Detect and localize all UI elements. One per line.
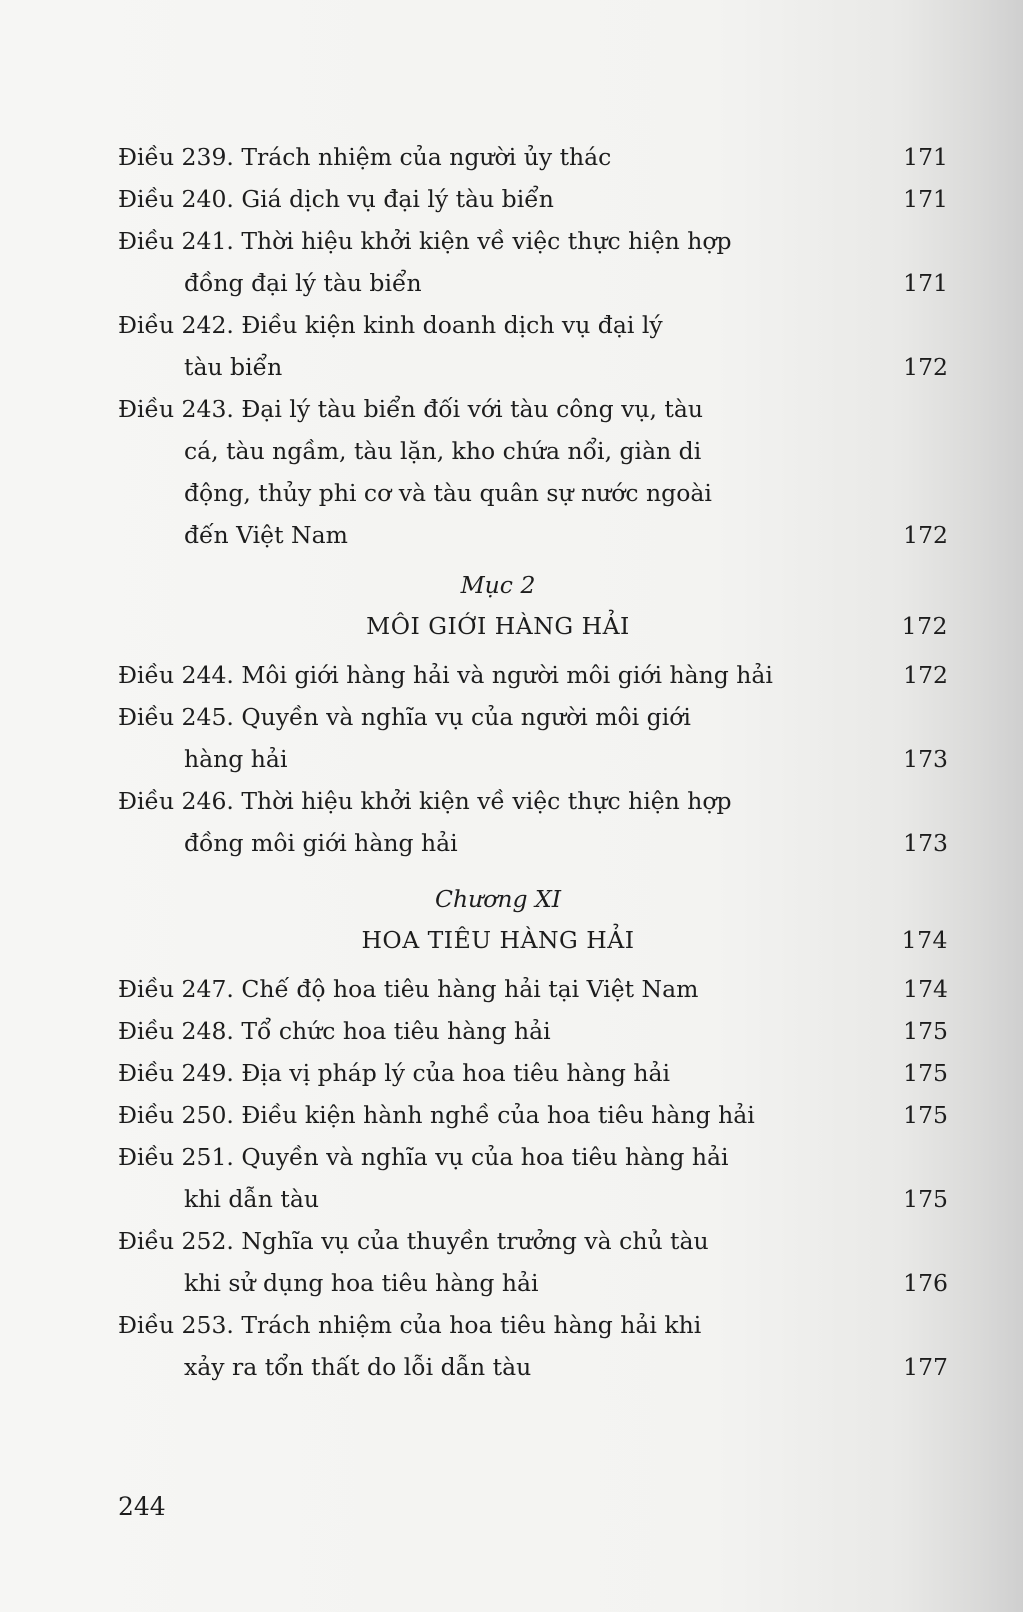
- toc-entry: [118, 1052, 948, 1094]
- toc-entry-line: Điều 248. Tổ chức hoa tiêu hàng hải: [118, 1017, 551, 1045]
- table-of-contents: [118, 136, 948, 1388]
- toc-entry-page-number: 173: [903, 745, 948, 773]
- toc-entry-line: đồng đại lý tàu biển: [184, 269, 422, 297]
- toc-entry: [118, 178, 948, 220]
- toc-entry-title: [118, 1052, 878, 1094]
- toc-entry: [118, 304, 948, 388]
- toc-entry-title: [118, 968, 878, 1010]
- toc-entry-line: đồng môi giới hàng hải: [184, 829, 458, 857]
- toc-entry-line: cá, tàu ngầm, tàu lặn, kho chứa nổi, giàn di: [184, 437, 702, 465]
- toc-entry: [118, 696, 948, 780]
- toc-entry-title: [118, 1094, 878, 1136]
- toc-entry-line: Điều 244. Môi giới hàng hải và người môi giới hàng hải: [118, 661, 773, 689]
- chapter-title-row: [118, 918, 948, 962]
- toc-entry-title: [118, 1136, 878, 1220]
- toc-entry-line: động, thủy phi cơ và tàu quân sự nước ngoài: [184, 479, 712, 507]
- toc-entry: [118, 1010, 948, 1052]
- toc-group-muc-1-end: [118, 136, 948, 556]
- toc-entry-page-number: 175: [903, 1101, 948, 1129]
- toc-entry-page-number: 175: [903, 1185, 948, 1213]
- toc-entry-line: Điều 246. Thời hiệu khởi kiện về việc thực hiện hợp: [118, 787, 732, 815]
- section-title: MÔI GIỚI HÀNG HẢI: [366, 612, 630, 640]
- chapter-title: HOA TIÊU HÀNG HẢI: [361, 926, 635, 954]
- toc-group-muc-2: [118, 654, 948, 864]
- toc-entry-line: Điều 247. Chế độ hoa tiêu hàng hải tại Việt Nam: [118, 975, 699, 1003]
- toc-entry: [118, 1094, 948, 1136]
- toc-entry: [118, 654, 948, 696]
- toc-entry-line: Điều 249. Địa vị pháp lý của hoa tiêu hàng hải: [118, 1059, 670, 1087]
- toc-entry-line: xảy ra tổn thất do lỗi dẫn tàu: [184, 1353, 532, 1381]
- toc-entry-title: [118, 696, 878, 780]
- toc-entry-title: [118, 1010, 878, 1052]
- toc-entry-page-number: 171: [903, 143, 948, 171]
- toc-entry-line: Điều 245. Quyền và nghĩa vụ của người môi giới: [118, 703, 691, 731]
- toc-entry-page-number: 171: [903, 269, 948, 297]
- toc-entry-line: Điều 251. Quyền và nghĩa vụ của hoa tiêu hàng hải: [118, 1143, 729, 1171]
- toc-entry-title: [118, 780, 878, 864]
- section-title-row: [118, 604, 948, 648]
- toc-entry: [118, 388, 948, 556]
- toc-entry-page-number: 176: [903, 1269, 948, 1297]
- toc-entry-title: [118, 1220, 878, 1304]
- chapter-page-number: 174: [901, 926, 948, 954]
- toc-entry-line: đến Việt Nam: [184, 521, 348, 549]
- toc-entry-page-number: 174: [903, 975, 948, 1003]
- toc-entry-line: Điều 241. Thời hiệu khởi kiện về việc thực hiện hợp: [118, 227, 732, 255]
- section-label: Mục 2: [460, 571, 536, 599]
- toc-entry: [118, 1220, 948, 1304]
- toc-entry-line: Điều 242. Điều kiện kinh doanh dịch vụ đại lý: [118, 311, 663, 339]
- page-folio: 244: [118, 1492, 166, 1521]
- toc-entry-line: Điều 240. Giá dịch vụ đại lý tàu biển: [118, 185, 554, 213]
- toc-entry-page-number: 175: [903, 1059, 948, 1087]
- toc-entry-line: Điều 252. Nghĩa vụ của thuyền trưởng và chủ tàu: [118, 1227, 709, 1255]
- toc-entry-title: [118, 178, 878, 220]
- toc-entry-page-number: 172: [903, 661, 948, 689]
- toc-entry: [118, 1304, 948, 1388]
- toc-group-chapter-xi: [118, 968, 948, 1388]
- toc-entry: [118, 220, 948, 304]
- toc-entry-line: hàng hải: [184, 745, 288, 773]
- toc-entry-line: tàu biển: [184, 353, 283, 381]
- toc-entry-page-number: 171: [903, 185, 948, 213]
- toc-entry-page-number: 173: [903, 829, 948, 857]
- toc-entry-page-number: 172: [903, 353, 948, 381]
- toc-entry-title: [118, 654, 878, 696]
- toc-entry-line: Điều 239. Trách nhiệm của người ủy thác: [118, 143, 612, 171]
- toc-entry: [118, 1136, 948, 1220]
- toc-entry-title: [118, 220, 878, 304]
- section-page-number: 172: [901, 612, 948, 640]
- toc-entry-page-number: 177: [903, 1353, 948, 1381]
- toc-entry-line: Điều 253. Trách nhiệm của hoa tiêu hàng hải khi: [118, 1311, 702, 1339]
- chapter-label: Chương XI: [434, 885, 562, 913]
- toc-entry-page-number: 172: [903, 521, 948, 549]
- toc-entry-line: khi dẫn tàu: [184, 1185, 319, 1213]
- toc-entry-line: Điều 243. Đại lý tàu biển đối với tàu công vụ, tàu: [118, 395, 704, 423]
- toc-entry: [118, 136, 948, 178]
- toc-entry-line: Điều 250. Điều kiện hành nghề của hoa tiêu hàng hải: [118, 1101, 755, 1129]
- toc-entry-title: [118, 136, 878, 178]
- toc-entry-page-number: 175: [903, 1017, 948, 1045]
- toc-entry: [118, 780, 948, 864]
- toc-entry-title: [118, 388, 878, 556]
- toc-entry-line: khi sử dụng hoa tiêu hàng hải: [184, 1269, 539, 1297]
- toc-entry-title: [118, 304, 878, 388]
- toc-entry: [118, 968, 948, 1010]
- toc-entry-title: [118, 1304, 878, 1388]
